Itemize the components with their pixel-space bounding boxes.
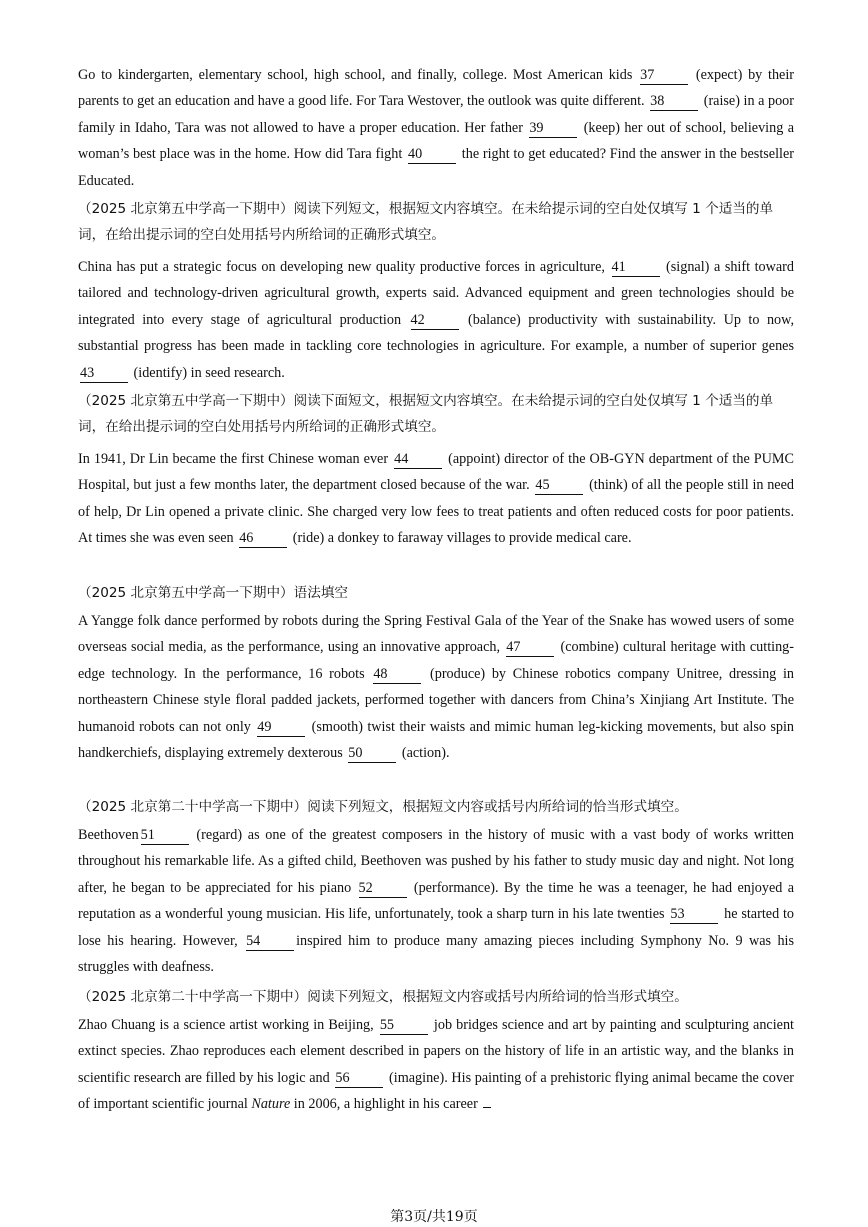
blank-37[interactable]: 37 [640,67,688,85]
blank-39[interactable]: 39 [529,120,577,138]
blank-41[interactable]: 41 [612,259,660,277]
blank-40[interactable]: 40 [408,146,456,164]
blank-49[interactable]: 49 [257,719,305,737]
blank-44[interactable]: 44 [394,451,442,469]
blank-53[interactable]: 53 [670,906,718,924]
passage-yangge-robots: A Yangge folk dance performed by robots during the Spring Festival Gala of the Year of the Snake has wowed users of some overseas social media, as the performance, using an innovative approach, 47 (combine) cultural heritage with cutting-edge technology. In the performance, 16 robots 48 (produce) by Chinese robotics company Unitree, dressing in northeastern Chinese style floral padded jackets, performed together with dancers from China’s Xinjiang Art Institute. The humanoid robots can not only 49 (smooth) twist their waists and mimic human leg-kicking movements, but also spin handkerchiefs, displaying extremely dexterous 50 (action). [78,613,794,762]
passage-agriculture: China has put a strategic focus on developing new quality productive forces in agriculture, 41 (signal) a shift toward tailored and technology-driven agricultural growth, experts said. Advanced equipment and green technologies should be integrated into every stage of agricultural production 42 (balance) productivity with sustainability. Up to now, substantial progress has been made in tackling core technologies in agriculture. For example, a number of superior genes 43 (identify) in seed research. [78,259,794,381]
blank-38[interactable]: 38 [650,93,698,111]
blank-46[interactable]: 46 [239,530,287,548]
blank-43[interactable]: 43 [80,365,128,383]
blank-45[interactable]: 45 [535,477,583,495]
passage-zhao-chuang: Zhao Chuang is a science artist working in Beijing, 55 job bridges science and art by painting and sculpturing ancient extinct species. Zhao reproduces each element described in papers on the history of life in an artistic way, and the blanks in scientific research are filled by his logic and 56 (imagine). His painting of a prehistoric flying animal became the cover of important scientific journal Nature in 2006, a highlight in his career [78,1017,794,1113]
blank-55[interactable]: 55 [380,1017,428,1035]
passage-tara-westover: Go to kindergarten, elementary school, high school, and finally, college. Most American kids 37 (expect) by their parents to get an education and have a good life. For Tara Westover, the outlook was quite different. 38 (raise) in a poor family in Idaho, Tara was not allowed to have a proper education. Her father 39 (keep) her out of school, believing a woman’s best place was in the home. How did Tara fight 40 the right to get educated? Find the answer in the bestseller Educated. [78,67,795,189]
blank-42[interactable]: 42 [411,312,459,330]
blank-50[interactable]: 50 [348,745,396,763]
section-heading-5: （2025 北京第二十中学高一下期中）阅读下列短文，根据短文内容或括号内所给词的恰当形式填空。 [78,989,688,1005]
blank-48[interactable]: 48 [373,666,421,684]
section-heading-3: （2025 北京第五中学高一下期中）语法填空 [78,585,349,601]
blank-52[interactable]: 52 [359,880,407,898]
blank-57-start[interactable] [483,1107,491,1108]
passage-beethoven: Beethoven 51 (regard) as one of the greatest composers in the history of music with a vast body of works written throughout his remarkable life. As a gifted child, Beethoven was pushed by his father to study music day and night. Not long after, he began to be appreciated for his piano 52 (performance). By the time he was a teenager, he had enjoyed a reputation as a wonderful young musician. His life, unfortunately, took a sharp turn in his late twenties 53 he started to lose his hearing. However, 54 inspired him to produce many amazing pieces including Symphony No. 9 was his struggles with deafness. [78,827,794,976]
blank-51[interactable]: 51 [141,827,189,845]
blank-56[interactable]: 56 [335,1070,383,1088]
journal-title: Nature [251,1096,291,1113]
section-heading-4: （2025 北京第二十中学高一下期中）阅读下列短文，根据短文内容或括号内所给词的恰当形式填空。 [78,799,688,815]
passage-dr-lin: In 1941, Dr Lin became the first Chinese woman ever 44 (appoint) director of the OB-GYN department of the PUMC Hospital, but just a few months later, the department closed because of the war. 45 (think) of all the people still in need of help, Dr Lin opened a private clinic. She charged very low fees to treat patients and often reduced costs for poor patients. At times she was even seen 46 (ride) a donkey to faraway villages to provide medical care. [78,451,794,547]
page-number: 第3页/共19页 [390,1209,478,1225]
section-heading-2: （2025 北京第五中学高一下期中）阅读下面短文，根据短文内容填空。在未给提示词的空白处仅填写 1 个适当的单词，在给出提示词的空白处用括号内所给词的正确形式填空。 [78,393,774,436]
blank-47[interactable]: 47 [506,639,554,657]
section-heading-1: （2025 北京第五中学高一下期中）阅读下列短文，根据短文内容填空。在未给提示词的空白处仅填写 1 个适当的单词，在给出提示词的空白处用括号内所给词的正确形式填空。 [78,201,774,244]
blank-54[interactable]: 54 [246,933,294,951]
